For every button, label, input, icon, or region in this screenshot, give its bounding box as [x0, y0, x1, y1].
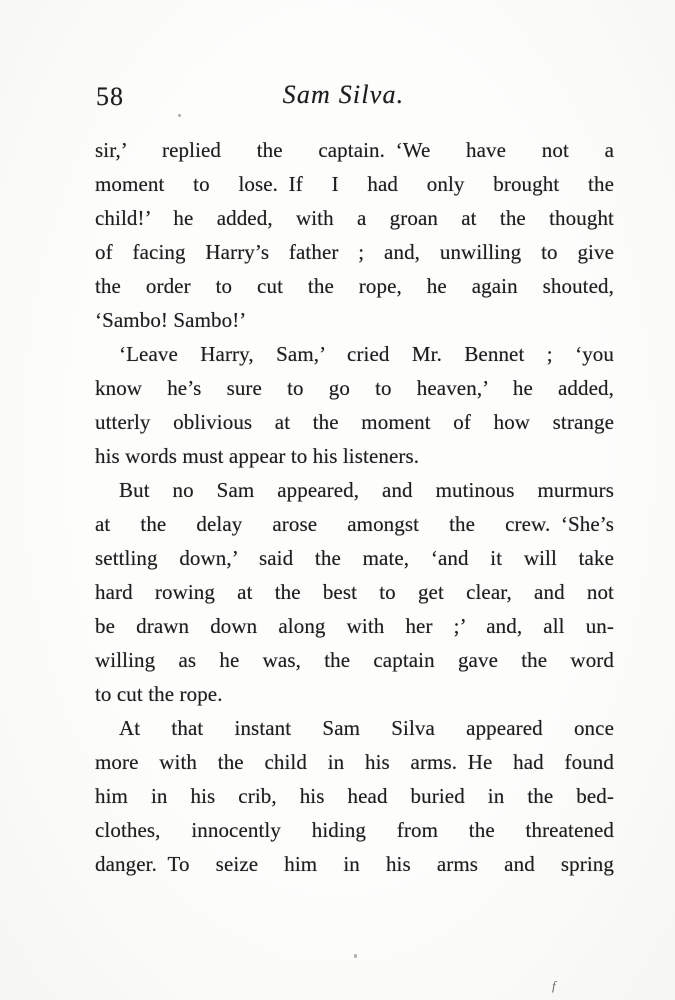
text-line: him in his crib, his head buried in the bed- [95, 784, 614, 808]
text-line: ‘Sambo! Sambo!’ [95, 308, 247, 332]
text-line: child!’ he added, with a groan at the thought [95, 206, 614, 230]
text-line: ‘Leave Harry, Sam,’ cried Mr. Bennet ; ‘you [119, 342, 614, 366]
text-line: utterly oblivious at the moment of how strange [95, 410, 614, 434]
text-line: of facing Harry’s father ; and, unwilling to give [95, 240, 614, 264]
text-line: more with the child in his arms. He had found [95, 750, 614, 774]
text-line: know he’s sure to go to heaven,’ he added, [95, 376, 614, 400]
text-line: to cut the rope. [95, 682, 223, 706]
scan-speck [178, 114, 181, 117]
text-line: danger. To seize him in his arms and spring [95, 852, 614, 876]
page-number: 58 [96, 82, 124, 111]
text-line: his words must appear to his listeners. [95, 444, 420, 468]
scan-speck [354, 954, 357, 958]
text-line: moment to lose. If I had only brought the [95, 172, 614, 196]
text-line: willing as he was, the captain gave the word [95, 648, 614, 672]
text-line: sir,’ replied the captain. ‘We have not a [95, 138, 614, 162]
text-line: clothes, innocently hiding from the threatened [95, 818, 614, 842]
text-line: be drawn down along with her ;’ and, all un- [95, 614, 614, 638]
text-line: the order to cut the rope, he again shouted, [95, 274, 614, 298]
text-line: At that instant Sam Silva appeared once [119, 716, 614, 740]
scan-stray-mark: f [552, 978, 556, 993]
text-line: hard rowing at the best to get clear, and not [95, 580, 614, 604]
text-line: settling down,’ said the mate, ‘and it will take [95, 546, 614, 570]
body-text-block [95, 133, 614, 881]
text-line: at the delay arose amongst the crew. ‘She’s [95, 512, 614, 536]
running-title: Sam Silva. [282, 80, 405, 109]
text-line: But no Sam appeared, and mutinous murmurs [119, 478, 614, 502]
